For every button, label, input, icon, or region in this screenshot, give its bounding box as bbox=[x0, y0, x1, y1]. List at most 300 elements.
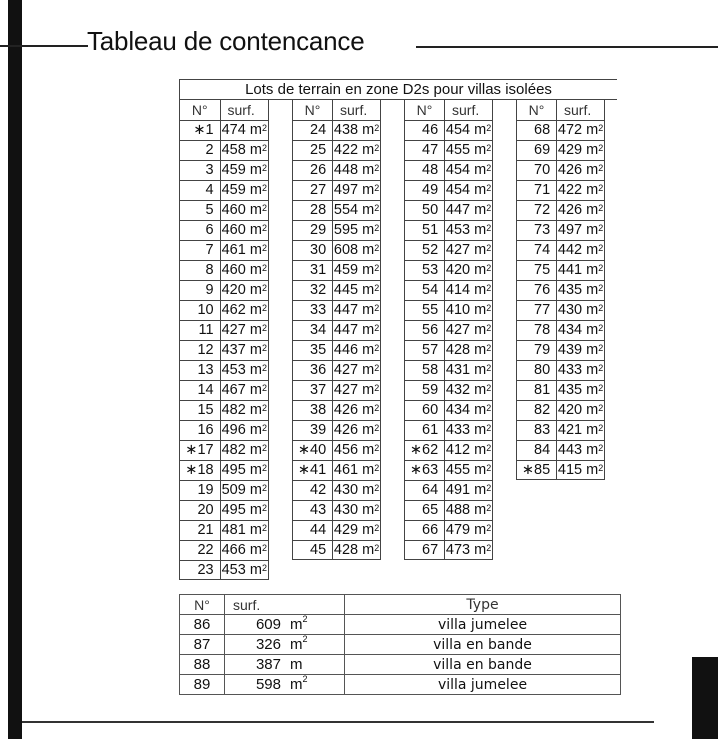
lot-surface-unit: m bbox=[362, 382, 375, 398]
lot-row bbox=[293, 520, 380, 540]
unit-superscript: 2 bbox=[598, 223, 604, 233]
unit-superscript: 2 bbox=[261, 323, 267, 333]
lot-row bbox=[293, 160, 380, 180]
lot-surface-unit: m bbox=[249, 122, 262, 138]
unit-superscript: 2 bbox=[261, 563, 267, 573]
hidden-table-caption bbox=[300, 585, 490, 593]
lot-surface bbox=[333, 341, 380, 360]
unit-superscript: 2 bbox=[486, 223, 492, 233]
unit-superscript: 2 bbox=[261, 343, 267, 353]
lot-surface-value: 414 bbox=[445, 282, 471, 298]
special-lot-surface bbox=[225, 655, 345, 675]
lot-row bbox=[180, 540, 268, 560]
unit-superscript: 2 bbox=[261, 503, 267, 513]
lot-surface bbox=[557, 421, 604, 440]
lot-number: 51 bbox=[405, 221, 445, 240]
unit-superscript: 2 bbox=[598, 243, 604, 253]
lot-surface-value: 427 bbox=[445, 242, 471, 258]
lot-surface bbox=[333, 181, 380, 200]
lot-surface-value: 595 bbox=[333, 222, 359, 238]
lot-surface-unit: m bbox=[474, 342, 487, 358]
lot-surface-unit: m bbox=[586, 282, 599, 298]
lot-number: 25 bbox=[293, 141, 333, 160]
lot-surface-unit: m bbox=[586, 122, 599, 138]
unit-superscript: 2 bbox=[486, 203, 492, 213]
lot-row bbox=[405, 280, 492, 300]
lot-surface-unit: m bbox=[362, 242, 375, 258]
lot-surface-value: 491 bbox=[445, 482, 471, 498]
col-header-surf-label: surf. bbox=[233, 596, 261, 613]
header-surf: surf. bbox=[340, 102, 368, 118]
lot-surface-value: 422 bbox=[557, 182, 583, 198]
lot-surface-unit: m bbox=[586, 162, 599, 178]
lots-table-caption: Lots de terrain en zone D2s pour villas isolées bbox=[180, 80, 617, 100]
lot-surface-value: 448 bbox=[333, 162, 359, 178]
lot-surface-value: 437 bbox=[221, 342, 246, 358]
lot-surface bbox=[445, 361, 492, 380]
lot-surface bbox=[333, 281, 380, 300]
lot-row bbox=[517, 220, 604, 240]
lot-row bbox=[517, 440, 604, 460]
lot-number: ∗17 bbox=[180, 441, 221, 460]
unit-superscript: 2 bbox=[486, 263, 492, 273]
lot-row bbox=[180, 200, 268, 220]
lot-row bbox=[517, 240, 604, 260]
unit-superscript: 2 bbox=[261, 483, 267, 493]
lot-row bbox=[293, 280, 380, 300]
lot-surface-unit: m bbox=[586, 302, 599, 318]
lot-row bbox=[293, 320, 380, 340]
unit-superscript: 2 bbox=[374, 403, 380, 413]
lot-surface bbox=[445, 141, 492, 160]
lot-number: 75 bbox=[517, 261, 557, 280]
unit-superscript: 2 bbox=[302, 634, 308, 644]
lot-row bbox=[405, 420, 492, 440]
lot-row bbox=[180, 440, 268, 460]
lot-surface-value: 442 bbox=[557, 242, 583, 258]
lot-surface bbox=[333, 421, 380, 440]
lot-number: 60 bbox=[405, 401, 445, 420]
special-lot-type: villa en bande bbox=[345, 655, 621, 675]
lot-number: 34 bbox=[293, 321, 333, 340]
lot-surface-value: 430 bbox=[333, 482, 359, 498]
lot-surface-value: 472 bbox=[557, 122, 583, 138]
lot-row bbox=[517, 380, 604, 400]
unit-superscript: 2 bbox=[486, 243, 492, 253]
unit-superscript: 2 bbox=[374, 243, 380, 253]
unit-superscript: 2 bbox=[486, 483, 492, 493]
lot-surface bbox=[445, 481, 492, 500]
lot-row bbox=[405, 460, 492, 480]
lot-surface bbox=[221, 281, 268, 300]
lot-number: 47 bbox=[405, 141, 445, 160]
unit-superscript: 2 bbox=[598, 403, 604, 413]
lot-row bbox=[180, 300, 268, 320]
lot-surface-unit: m bbox=[586, 402, 599, 418]
lots-column bbox=[516, 100, 605, 480]
special-lot-row bbox=[180, 655, 621, 675]
lot-number: 21 bbox=[180, 521, 221, 540]
unit-superscript: 2 bbox=[486, 283, 492, 293]
header-no: N° bbox=[405, 100, 445, 120]
lot-surface bbox=[445, 461, 492, 480]
lot-surface-value: 459 bbox=[333, 262, 359, 278]
unit-superscript: 2 bbox=[486, 523, 492, 533]
lot-row bbox=[180, 400, 268, 420]
lot-surface-value: 608 bbox=[333, 242, 359, 258]
unit-superscript: 2 bbox=[302, 674, 308, 684]
lot-surface-value: 432 bbox=[445, 382, 471, 398]
lot-number: 76 bbox=[517, 281, 557, 300]
lot-row bbox=[293, 180, 380, 200]
lot-surface bbox=[445, 241, 492, 260]
unit-superscript: 2 bbox=[486, 363, 492, 373]
lot-surface-value: 427 bbox=[221, 322, 246, 338]
lot-surface-value: 426 bbox=[557, 162, 583, 178]
lot-surface-value: 433 bbox=[445, 422, 471, 438]
lot-number: 19 bbox=[180, 481, 221, 500]
lot-number: 79 bbox=[517, 341, 557, 360]
header-surf: surf. bbox=[452, 102, 480, 118]
unit-superscript: 2 bbox=[261, 363, 267, 373]
lot-row bbox=[517, 280, 604, 300]
special-lot-number: 87 bbox=[180, 635, 225, 655]
unit-superscript: 2 bbox=[486, 163, 492, 173]
lot-row bbox=[405, 220, 492, 240]
lot-surface bbox=[333, 141, 380, 160]
lot-surface bbox=[557, 161, 604, 180]
lot-number: ∗85 bbox=[517, 461, 557, 480]
unit-superscript: 2 bbox=[261, 463, 267, 473]
lot-surface-value: 427 bbox=[445, 322, 471, 338]
unit-superscript: 2 bbox=[374, 223, 380, 233]
special-lot-surface bbox=[225, 635, 345, 655]
lot-surface bbox=[445, 301, 492, 320]
lot-row bbox=[293, 480, 380, 500]
lot-number: 82 bbox=[517, 401, 557, 420]
lot-surface bbox=[557, 241, 604, 260]
lot-number: 67 bbox=[405, 541, 445, 560]
lot-surface bbox=[333, 481, 380, 500]
lot-number: 80 bbox=[517, 361, 557, 380]
lot-surface bbox=[221, 441, 268, 460]
lot-surface-unit: m bbox=[362, 162, 375, 178]
special-lot-surface-unit: m bbox=[290, 656, 303, 673]
lot-row bbox=[517, 260, 604, 280]
lot-number: 55 bbox=[405, 301, 445, 320]
lot-number: 35 bbox=[293, 341, 333, 360]
lot-surface-value: 453 bbox=[221, 562, 246, 578]
lot-surface-value: 462 bbox=[221, 302, 246, 318]
lot-number: 49 bbox=[405, 181, 445, 200]
lot-surface-unit: m bbox=[474, 542, 487, 558]
lot-surface bbox=[445, 201, 492, 220]
col-header-surf bbox=[225, 595, 345, 615]
lot-surface-value: 441 bbox=[557, 262, 583, 278]
lot-row bbox=[517, 200, 604, 220]
lot-row bbox=[517, 180, 604, 200]
lots-header-row bbox=[405, 100, 492, 120]
lot-surface bbox=[557, 201, 604, 220]
lot-row bbox=[405, 120, 492, 140]
lot-surface bbox=[445, 221, 492, 240]
unit-superscript: 2 bbox=[374, 263, 380, 273]
lot-row bbox=[180, 380, 268, 400]
lot-surface-unit: m bbox=[362, 202, 375, 218]
special-lot-surface bbox=[225, 675, 345, 695]
lot-number: ∗1 bbox=[180, 121, 221, 140]
lot-surface bbox=[445, 161, 492, 180]
lot-surface-value: 466 bbox=[221, 542, 246, 558]
lot-surface-value: 428 bbox=[445, 342, 471, 358]
lot-surface-unit: m bbox=[362, 522, 375, 538]
lot-row bbox=[405, 260, 492, 280]
lot-surface-unit: m bbox=[362, 182, 375, 198]
lot-surface-value: 509 bbox=[221, 482, 246, 498]
lot-surface bbox=[221, 161, 268, 180]
lot-surface-value: 445 bbox=[333, 282, 359, 298]
header-no: N° bbox=[517, 100, 557, 120]
lot-number: 11 bbox=[180, 321, 221, 340]
lot-surface bbox=[221, 361, 268, 380]
lot-surface bbox=[333, 241, 380, 260]
unit-superscript: 2 bbox=[598, 423, 604, 433]
lot-number: 42 bbox=[293, 481, 333, 500]
unit-superscript: 2 bbox=[374, 523, 380, 533]
lot-surface-unit: m bbox=[586, 322, 599, 338]
lot-surface bbox=[557, 121, 604, 140]
special-lot-type: villa jumelee bbox=[345, 615, 621, 635]
unit-superscript: 2 bbox=[261, 223, 267, 233]
lot-row bbox=[293, 120, 380, 140]
lot-number: 2 bbox=[180, 141, 221, 160]
lot-surface-unit: m bbox=[362, 342, 375, 358]
lots-column bbox=[292, 100, 381, 560]
lot-number: 65 bbox=[405, 501, 445, 520]
lot-number: 68 bbox=[517, 121, 557, 140]
lot-surface-unit: m bbox=[474, 262, 487, 278]
lot-surface bbox=[333, 361, 380, 380]
unit-superscript: 2 bbox=[374, 283, 380, 293]
lot-surface-unit: m bbox=[249, 482, 262, 498]
special-lot-row bbox=[180, 615, 621, 635]
lot-surface-unit: m bbox=[249, 142, 262, 158]
unit-superscript: 2 bbox=[486, 543, 492, 553]
lot-surface bbox=[333, 121, 380, 140]
lot-surface-value: 554 bbox=[333, 202, 359, 218]
lot-number: 66 bbox=[405, 521, 445, 540]
lot-surface-unit: m bbox=[249, 542, 262, 558]
lot-number: 24 bbox=[293, 121, 333, 140]
lot-number: 71 bbox=[517, 181, 557, 200]
unit-superscript: 2 bbox=[261, 443, 267, 453]
col-header-no: N° bbox=[180, 595, 225, 615]
lot-surface-value: 447 bbox=[333, 322, 359, 338]
unit-superscript: 2 bbox=[374, 443, 380, 453]
lot-surface-unit: m bbox=[362, 482, 375, 498]
lot-row bbox=[293, 340, 380, 360]
lot-surface-value: 435 bbox=[557, 282, 583, 298]
lot-surface-value: 454 bbox=[445, 162, 471, 178]
lot-surface-unit: m bbox=[362, 282, 375, 298]
lot-row bbox=[293, 420, 380, 440]
lot-surface bbox=[557, 401, 604, 420]
unit-superscript: 2 bbox=[486, 403, 492, 413]
lot-surface-unit: m bbox=[586, 382, 599, 398]
lot-row bbox=[180, 280, 268, 300]
lot-surface bbox=[221, 401, 268, 420]
lot-number: 52 bbox=[405, 241, 445, 260]
lot-number: 38 bbox=[293, 401, 333, 420]
special-lots-header-row bbox=[180, 595, 621, 615]
unit-superscript: 2 bbox=[374, 323, 380, 333]
lot-number: ∗18 bbox=[180, 461, 221, 480]
lot-surface bbox=[221, 521, 268, 540]
unit-superscript: 2 bbox=[261, 123, 267, 133]
unit-superscript: 2 bbox=[598, 163, 604, 173]
lot-surface bbox=[221, 381, 268, 400]
special-lot-surface-value: 598 bbox=[255, 676, 281, 693]
lot-row bbox=[405, 300, 492, 320]
lot-number: 31 bbox=[293, 261, 333, 280]
unit-superscript: 2 bbox=[598, 143, 604, 153]
special-lot-number: 88 bbox=[180, 655, 225, 675]
lot-surface-unit: m bbox=[474, 402, 487, 418]
special-lot-surface bbox=[225, 615, 345, 635]
lot-surface-unit: m bbox=[249, 302, 262, 318]
lot-surface-value: 412 bbox=[445, 442, 471, 458]
special-lot-number: 86 bbox=[180, 615, 225, 635]
unit-superscript: 2 bbox=[261, 203, 267, 213]
lot-surface bbox=[221, 181, 268, 200]
lot-number: ∗41 bbox=[293, 461, 333, 480]
lot-number: 9 bbox=[180, 281, 221, 300]
lot-surface-unit: m bbox=[474, 422, 487, 438]
lot-surface bbox=[221, 481, 268, 500]
lot-number: 14 bbox=[180, 381, 221, 400]
lot-row bbox=[405, 180, 492, 200]
lot-surface-unit: m bbox=[474, 502, 487, 518]
lot-surface-unit: m bbox=[249, 442, 262, 458]
lot-number: 50 bbox=[405, 201, 445, 220]
lot-row bbox=[405, 440, 492, 460]
lot-row bbox=[293, 300, 380, 320]
lot-row bbox=[405, 540, 492, 560]
lot-surface bbox=[333, 201, 380, 220]
lot-surface-value: 460 bbox=[221, 262, 246, 278]
lot-surface-value: 420 bbox=[445, 262, 471, 278]
lot-surface-value: 431 bbox=[445, 362, 471, 378]
lot-surface-unit: m bbox=[249, 422, 262, 438]
lots-header-row bbox=[293, 100, 380, 120]
lot-surface-value: 454 bbox=[445, 182, 471, 198]
lot-surface-value: 481 bbox=[221, 522, 246, 538]
lot-surface-value: 474 bbox=[221, 122, 246, 138]
lot-row bbox=[517, 420, 604, 440]
lot-surface-unit: m bbox=[249, 202, 262, 218]
lot-surface-unit: m bbox=[249, 182, 262, 198]
lot-row bbox=[180, 480, 268, 500]
lots-header-row bbox=[180, 100, 268, 120]
lot-surface bbox=[557, 261, 604, 280]
unit-superscript: 2 bbox=[486, 343, 492, 353]
lot-surface-unit: m bbox=[362, 222, 375, 238]
lot-row bbox=[293, 400, 380, 420]
lot-surface bbox=[221, 221, 268, 240]
lot-surface bbox=[333, 261, 380, 280]
lots-column bbox=[404, 100, 493, 560]
lot-row bbox=[517, 460, 604, 480]
unit-superscript: 2 bbox=[374, 343, 380, 353]
lot-row bbox=[293, 260, 380, 280]
lot-surface-unit: m bbox=[362, 402, 375, 418]
lot-surface bbox=[333, 501, 380, 520]
lot-number: 44 bbox=[293, 521, 333, 540]
title-rule-left bbox=[0, 45, 88, 47]
lot-surface-value: 460 bbox=[221, 202, 246, 218]
lot-surface-unit: m bbox=[249, 162, 262, 178]
lot-surface-value: 415 bbox=[557, 462, 583, 478]
lot-number: 20 bbox=[180, 501, 221, 520]
lot-surface bbox=[221, 461, 268, 480]
lot-number: 30 bbox=[293, 241, 333, 260]
lot-row bbox=[405, 160, 492, 180]
unit-superscript: 2 bbox=[486, 323, 492, 333]
lot-surface-unit: m bbox=[474, 122, 487, 138]
lot-number: 73 bbox=[517, 221, 557, 240]
lot-number: 45 bbox=[293, 541, 333, 560]
lot-surface bbox=[445, 321, 492, 340]
lot-number: 4 bbox=[180, 181, 221, 200]
special-lot-surface-value: 609 bbox=[255, 616, 281, 633]
lot-row bbox=[180, 420, 268, 440]
lot-number: 7 bbox=[180, 241, 221, 260]
header-surf: surf. bbox=[227, 102, 255, 118]
lot-surface-value: 439 bbox=[557, 342, 583, 358]
lot-row bbox=[180, 340, 268, 360]
unit-superscript: 2 bbox=[261, 283, 267, 293]
lot-surface-value: 459 bbox=[221, 182, 246, 198]
lot-surface-value: 473 bbox=[445, 542, 471, 558]
lot-surface bbox=[221, 141, 268, 160]
lot-number: 27 bbox=[293, 181, 333, 200]
lot-number: 22 bbox=[180, 541, 221, 560]
lot-surface-value: 479 bbox=[445, 522, 471, 538]
lot-row bbox=[180, 180, 268, 200]
header-no: N° bbox=[180, 100, 221, 120]
lot-number: 37 bbox=[293, 381, 333, 400]
col-header-type: Type bbox=[345, 595, 621, 615]
lot-number: 81 bbox=[517, 381, 557, 400]
lot-number: 77 bbox=[517, 301, 557, 320]
unit-superscript: 2 bbox=[261, 423, 267, 433]
unit-superscript: 2 bbox=[374, 363, 380, 373]
unit-superscript: 2 bbox=[261, 143, 267, 153]
lot-surface bbox=[445, 281, 492, 300]
lot-surface bbox=[557, 181, 604, 200]
unit-superscript: 2 bbox=[486, 303, 492, 313]
page-edge-block bbox=[692, 657, 718, 739]
lot-surface bbox=[445, 121, 492, 140]
lot-surface-value: 435 bbox=[557, 382, 583, 398]
unit-superscript: 2 bbox=[374, 543, 380, 553]
lot-surface bbox=[445, 401, 492, 420]
lot-surface-value: 420 bbox=[557, 402, 583, 418]
unit-superscript: 2 bbox=[374, 423, 380, 433]
lot-surface-unit: m bbox=[586, 182, 599, 198]
lot-number: 16 bbox=[180, 421, 221, 440]
lot-row bbox=[293, 460, 380, 480]
